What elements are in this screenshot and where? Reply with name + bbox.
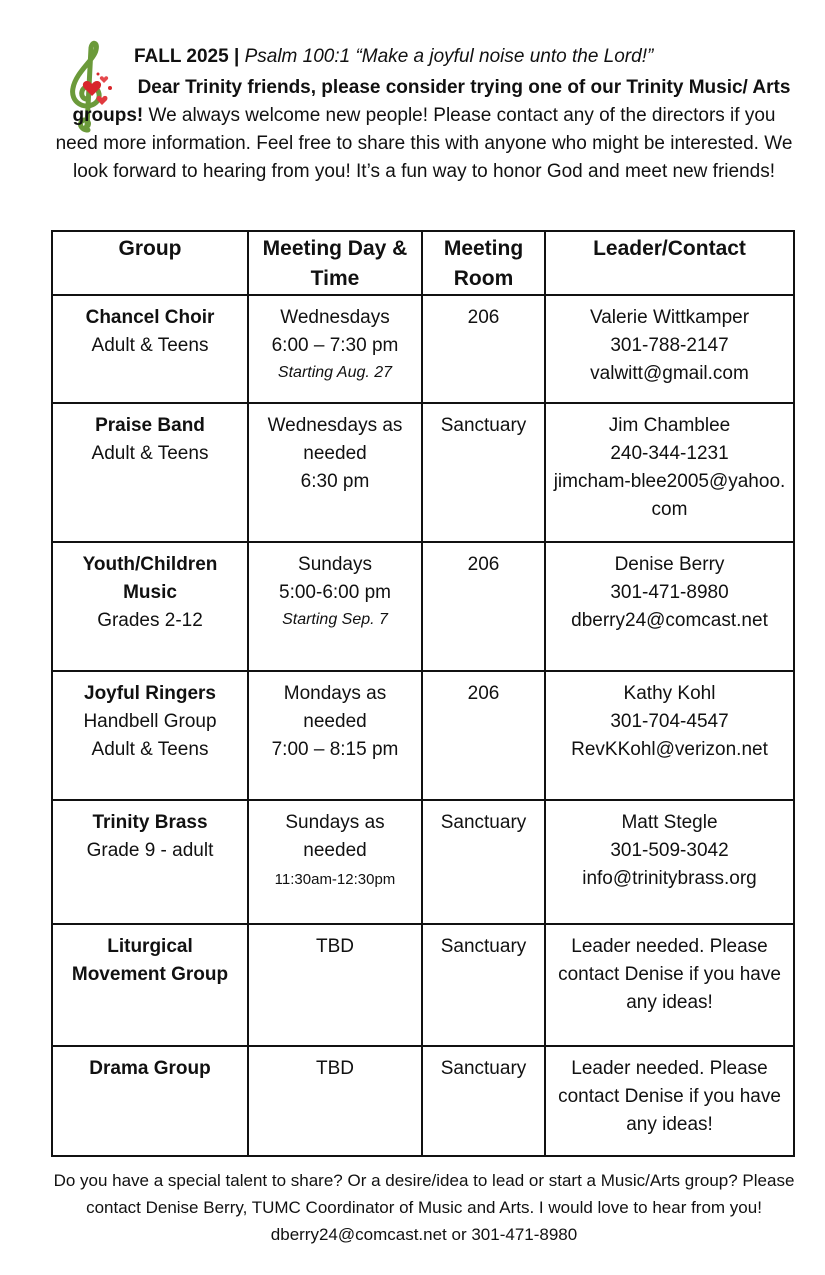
contact-cell: Jim Chamblee 240-344-1231 jimcham-blee2005@yahoo.com: [545, 403, 794, 542]
time-cell: TBD: [248, 924, 422, 1046]
table-header-row: [52, 231, 794, 295]
time-cell: Sundays 5:00-6:00 pm Starting Sep. 7: [248, 542, 422, 671]
header-room: Meeting Room: [422, 231, 545, 295]
group-cell: Youth/Children Music Grades 2-12: [52, 542, 248, 671]
group-cell: Drama Group: [52, 1046, 248, 1156]
table-row: [52, 403, 794, 542]
page-title: [134, 44, 653, 70]
table-row: [52, 295, 794, 403]
room-cell: 206: [422, 295, 545, 403]
group-cell: Liturgical Movement Group: [52, 924, 248, 1046]
footer-note: Do you have a special talent to share? Or a desire/idea to lead or start a Music/Arts group? Please contact Denise Berry, TUMC Coordinator of Music and Arts. I would love to hear from you! dberry24@comcast.net or 301-471-8980: [53, 1171, 795, 1244]
room-cell: Sanctuary: [422, 1046, 545, 1156]
psalm-verse: Psalm 100:1 “Make a joyful noise unto the Lord!”: [244, 46, 654, 67]
group-cell: Chancel Choir Adult & Teens: [52, 295, 248, 403]
contact-cell: Denise Berry 301-471-8980 dberry24@comcast.net: [545, 542, 794, 671]
group-cell: Joyful Ringers Handbell Group Adult & Teens: [52, 671, 248, 800]
header-group: Group: [52, 231, 248, 295]
groups-table: [51, 230, 795, 1157]
time-cell: Wednesdays 6:00 – 7:30 pm Starting Aug. 27: [248, 295, 422, 403]
time-cell: Mondays as needed 7:00 – 8:15 pm: [248, 671, 422, 800]
table-row: [52, 671, 794, 800]
contact-cell: Matt Stegle 301-509-3042 info@trinitybrass.org: [545, 800, 794, 924]
season-label: FALL 2025 |: [134, 46, 240, 67]
intro-text: We always welcome new people! Please contact any of the directors if you need more information. Feel free to share this with anyone who might be interested. We look forward to hearing from you! It’s a fun way to honor God and meet new friends!: [55, 105, 793, 182]
time-cell: Sundays as needed 11:30am-12:30pm: [248, 800, 422, 924]
time-cell: TBD: [248, 1046, 422, 1156]
contact-cell: Kathy Kohl 301-704-4547 RevKKohl@verizon.net: [545, 671, 794, 800]
table-row: [52, 1046, 794, 1156]
room-cell: Sanctuary: [422, 800, 545, 924]
table-row: [52, 924, 794, 1046]
header-contact: Leader/Contact: [545, 231, 794, 295]
intro-paragraph: [52, 74, 796, 186]
intro-bold: Dear Trinity friends, please consider trying one of our Trinity Music/ Arts groups!: [72, 77, 791, 126]
contact-cell: Leader needed. Please contact Denise if you have any ideas!: [545, 1046, 794, 1156]
room-cell: Sanctuary: [422, 403, 545, 542]
room-cell: Sanctuary: [422, 924, 545, 1046]
room-cell: 206: [422, 542, 545, 671]
group-cell: Praise Band Adult & Teens: [52, 403, 248, 542]
header-time: Meeting Day & Time: [248, 231, 422, 295]
room-cell: 206: [422, 671, 545, 800]
group-cell: Trinity Brass Grade 9 - adult: [52, 800, 248, 924]
table-row: [52, 800, 794, 924]
contact-cell: Leader needed. Please contact Denise if you have any ideas!: [545, 924, 794, 1046]
table-row: [52, 542, 794, 671]
contact-cell: Valerie Wittkamper 301-788-2147 valwitt@gmail.com: [545, 295, 794, 403]
time-cell: Wednesdays as needed 6:30 pm: [248, 403, 422, 542]
